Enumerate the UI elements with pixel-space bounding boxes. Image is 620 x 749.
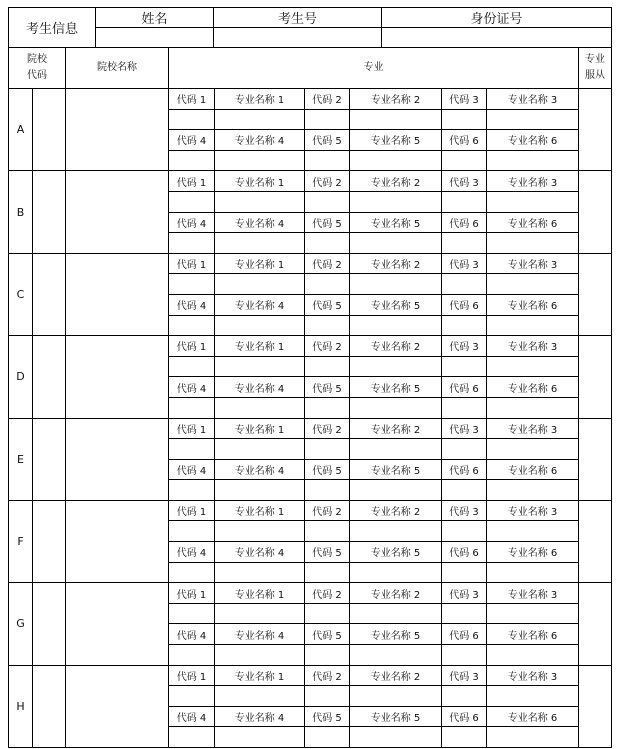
major-code-field[interactable] — [442, 521, 487, 542]
major-header: 专业 — [169, 48, 579, 89]
school-code-field[interactable] — [33, 665, 66, 747]
school-letter: E — [9, 418, 33, 500]
major-code-label: 代码 3 — [442, 418, 487, 439]
major-name-label: 专业名称 6 — [487, 542, 579, 563]
major-name-field[interactable] — [487, 439, 579, 460]
school-letter: B — [9, 171, 33, 253]
major-name-field[interactable] — [487, 315, 579, 336]
major-name-field[interactable] — [350, 521, 442, 542]
major-name-label: 专业名称 4 — [215, 706, 305, 727]
school-letter: G — [9, 583, 33, 665]
major-name-label: 专业名称 6 — [487, 130, 579, 151]
major-code-label: 代码 6 — [442, 624, 487, 645]
major-code-label: 代码 6 — [442, 459, 487, 480]
major-name-label: 专业名称 6 — [487, 459, 579, 480]
major-code-field[interactable] — [305, 562, 350, 583]
major-name-field[interactable] — [350, 191, 442, 212]
school-letter: F — [9, 500, 33, 582]
major-code-label: 代码 3 — [442, 336, 487, 357]
major-name-field[interactable] — [350, 562, 442, 583]
major-code-field[interactable] — [169, 521, 215, 542]
major-code-field[interactable] — [305, 439, 350, 460]
major-name-field[interactable] — [487, 727, 579, 748]
major-name-field[interactable] — [215, 603, 305, 624]
major-code-label: 代码 5 — [305, 542, 350, 563]
major-name-label: 专业名称 2 — [350, 583, 442, 604]
obey-adjustment-field[interactable] — [579, 336, 612, 418]
major-name-label: 专业名称 1 — [215, 336, 305, 357]
major-name-field[interactable] — [487, 686, 579, 707]
major-code-field[interactable] — [169, 686, 215, 707]
major-code-field[interactable] — [169, 562, 215, 583]
major-code-label: 代码 2 — [305, 418, 350, 439]
major-name-label: 专业名称 5 — [350, 212, 442, 233]
major-code-field[interactable] — [169, 109, 215, 130]
major-name-label: 专业名称 2 — [350, 253, 442, 274]
major-code-field[interactable] — [305, 150, 350, 171]
major-name-field[interactable] — [350, 686, 442, 707]
major-name-field[interactable] — [215, 562, 305, 583]
major-name-label: 专业名称 4 — [215, 377, 305, 398]
major-code-label: 代码 1 — [169, 665, 215, 686]
school-code-field[interactable] — [33, 418, 66, 500]
major-code-field[interactable] — [169, 480, 215, 501]
major-name-field[interactable] — [350, 397, 442, 418]
major-code-field[interactable] — [169, 315, 215, 336]
major-name-label: 专业名称 2 — [350, 171, 442, 192]
major-name-field[interactable] — [487, 150, 579, 171]
major-name-field[interactable] — [350, 315, 442, 336]
major-code-field[interactable] — [442, 274, 487, 295]
major-code-label: 代码 6 — [442, 706, 487, 727]
examinee-section-label: 考生信息 — [9, 8, 96, 48]
school-code-field[interactable] — [33, 171, 66, 253]
major-code-field[interactable] — [169, 727, 215, 748]
major-name-label: 专业名称 1 — [215, 253, 305, 274]
major-code-field[interactable] — [169, 356, 215, 377]
major-code-field[interactable] — [442, 603, 487, 624]
major-code-label: 代码 5 — [305, 212, 350, 233]
major-name-label: 专业名称 2 — [350, 89, 442, 110]
major-code-field[interactable] — [169, 439, 215, 460]
major-name-label: 专业名称 4 — [215, 212, 305, 233]
name-field[interactable] — [96, 28, 214, 48]
major-name-label: 专业名称 6 — [487, 212, 579, 233]
major-code-field[interactable] — [442, 191, 487, 212]
major-name-label: 专业名称 5 — [350, 624, 442, 645]
school-code-field[interactable] — [33, 253, 66, 335]
major-code-label: 代码 5 — [305, 624, 350, 645]
major-code-label: 代码 3 — [442, 89, 487, 110]
major-code-label: 代码 2 — [305, 89, 350, 110]
major-name-field[interactable] — [487, 274, 579, 295]
major-code-field[interactable] — [442, 727, 487, 748]
major-code-label: 代码 6 — [442, 542, 487, 563]
table-row — [9, 89, 612, 110]
major-code-label: 代码 6 — [442, 130, 487, 151]
major-name-label: 专业名称 2 — [350, 500, 442, 521]
major-code-label: 代码 2 — [305, 583, 350, 604]
major-code-field[interactable] — [442, 686, 487, 707]
major-name-field[interactable] — [350, 727, 442, 748]
major-name-label: 专业名称 6 — [487, 706, 579, 727]
school-name-field[interactable] — [66, 500, 169, 582]
major-name-label: 专业名称 5 — [350, 130, 442, 151]
exam-number-header: 考生号 — [214, 8, 382, 28]
school-letter: C — [9, 253, 33, 335]
major-code-label: 代码 6 — [442, 294, 487, 315]
major-code-field[interactable] — [169, 603, 215, 624]
major-name-field[interactable] — [215, 233, 305, 254]
table-row — [9, 253, 612, 274]
school-name-field[interactable] — [66, 665, 169, 747]
obey-adjustment-field[interactable] — [579, 171, 612, 253]
major-name-field[interactable] — [215, 150, 305, 171]
major-code-field[interactable] — [169, 645, 215, 666]
major-name-field[interactable] — [487, 521, 579, 542]
major-code-field[interactable] — [442, 150, 487, 171]
major-code-field[interactable] — [305, 191, 350, 212]
major-code-label: 代码 2 — [305, 336, 350, 357]
major-code-label: 代码 1 — [169, 89, 215, 110]
major-code-field[interactable] — [169, 191, 215, 212]
major-code-label: 代码 2 — [305, 253, 350, 274]
major-code-label: 代码 1 — [169, 418, 215, 439]
major-code-label: 代码 4 — [169, 459, 215, 480]
school-name-field[interactable] — [66, 583, 169, 665]
school-name-field[interactable] — [66, 418, 169, 500]
school-code-field[interactable] — [33, 500, 66, 582]
obey-adjustment-field[interactable] — [579, 253, 612, 335]
major-code-field[interactable] — [305, 603, 350, 624]
major-name-label: 专业名称 1 — [215, 89, 305, 110]
major-code-label: 代码 5 — [305, 294, 350, 315]
major-name-label: 专业名称 3 — [487, 500, 579, 521]
major-name-field[interactable] — [350, 109, 442, 130]
major-name-label: 专业名称 2 — [350, 418, 442, 439]
major-code-field[interactable] — [305, 356, 350, 377]
major-code-label: 代码 2 — [305, 500, 350, 521]
major-code-field[interactable] — [305, 109, 350, 130]
major-name-field[interactable] — [215, 686, 305, 707]
school-letter: D — [9, 336, 33, 418]
major-name-label: 专业名称 5 — [350, 459, 442, 480]
major-code-label: 代码 3 — [442, 171, 487, 192]
major-name-label: 专业名称 1 — [215, 500, 305, 521]
major-code-field[interactable] — [442, 233, 487, 254]
major-name-label: 专业名称 4 — [215, 542, 305, 563]
major-code-label: 代码 1 — [169, 336, 215, 357]
name-header: 姓名 — [96, 8, 214, 28]
obey-adjustment-header: 专业 服从 — [579, 48, 612, 89]
obey-adjustment-field[interactable] — [579, 89, 612, 171]
major-name-field[interactable] — [487, 356, 579, 377]
major-code-label: 代码 2 — [305, 665, 350, 686]
school-code-field[interactable] — [33, 336, 66, 418]
major-code-field[interactable] — [169, 397, 215, 418]
major-code-label: 代码 5 — [305, 377, 350, 398]
major-name-label: 专业名称 3 — [487, 89, 579, 110]
school-code-field[interactable] — [33, 583, 66, 665]
table-row — [9, 665, 612, 686]
major-code-label: 代码 3 — [442, 253, 487, 274]
obey-adjustment-field[interactable] — [579, 500, 612, 582]
major-code-field[interactable] — [305, 645, 350, 666]
major-code-label: 代码 6 — [442, 377, 487, 398]
major-code-field[interactable] — [305, 233, 350, 254]
major-code-label: 代码 1 — [169, 171, 215, 192]
major-name-field[interactable] — [215, 480, 305, 501]
major-code-field[interactable] — [169, 150, 215, 171]
major-name-label: 专业名称 1 — [215, 418, 305, 439]
major-name-field[interactable] — [215, 521, 305, 542]
major-name-field[interactable] — [350, 603, 442, 624]
major-code-field[interactable] — [305, 315, 350, 336]
major-code-label: 代码 1 — [169, 500, 215, 521]
major-name-label: 专业名称 6 — [487, 377, 579, 398]
school-name-field[interactable] — [66, 336, 169, 418]
major-name-field[interactable] — [350, 439, 442, 460]
major-name-label: 专业名称 3 — [487, 171, 579, 192]
table-row — [9, 583, 612, 604]
id-number-field[interactable] — [382, 28, 612, 48]
major-code-label: 代码 4 — [169, 212, 215, 233]
major-code-label: 代码 4 — [169, 624, 215, 645]
major-name-label: 专业名称 1 — [215, 583, 305, 604]
major-code-label: 代码 4 — [169, 706, 215, 727]
major-name-label: 专业名称 3 — [487, 418, 579, 439]
major-code-label: 代码 4 — [169, 130, 215, 151]
major-name-label: 专业名称 5 — [350, 542, 442, 563]
major-name-label: 专业名称 1 — [215, 665, 305, 686]
major-code-label: 代码 4 — [169, 294, 215, 315]
major-code-field[interactable] — [305, 727, 350, 748]
major-code-label: 代码 4 — [169, 377, 215, 398]
major-name-field[interactable] — [215, 356, 305, 377]
major-name-label: 专业名称 2 — [350, 665, 442, 686]
major-name-field[interactable] — [350, 645, 442, 666]
table-row — [9, 500, 612, 521]
major-name-label: 专业名称 4 — [215, 130, 305, 151]
major-code-field[interactable] — [305, 274, 350, 295]
major-name-label: 专业名称 5 — [350, 706, 442, 727]
major-name-field[interactable] — [215, 727, 305, 748]
school-letter: A — [9, 89, 33, 171]
major-name-field[interactable] — [350, 150, 442, 171]
major-name-label: 专业名称 1 — [215, 171, 305, 192]
major-name-field[interactable] — [215, 439, 305, 460]
major-code-label: 代码 2 — [305, 171, 350, 192]
major-code-label: 代码 3 — [442, 500, 487, 521]
major-name-label: 专业名称 5 — [350, 377, 442, 398]
major-name-label: 专业名称 3 — [487, 253, 579, 274]
major-name-field[interactable] — [350, 274, 442, 295]
obey-adjustment-field[interactable] — [579, 583, 612, 665]
obey-adjustment-field[interactable] — [579, 418, 612, 500]
major-name-field[interactable] — [215, 274, 305, 295]
major-name-field[interactable] — [350, 356, 442, 377]
major-code-label: 代码 4 — [169, 542, 215, 563]
major-name-label: 专业名称 4 — [215, 459, 305, 480]
major-name-field[interactable] — [215, 191, 305, 212]
major-name-label: 专业名称 5 — [350, 294, 442, 315]
major-code-field[interactable] — [442, 109, 487, 130]
major-name-field[interactable] — [215, 397, 305, 418]
major-name-label: 专业名称 3 — [487, 336, 579, 357]
school-name-header: 院校名称 — [66, 48, 169, 89]
major-name-field[interactable] — [487, 603, 579, 624]
application-table — [8, 47, 612, 748]
obey-adjustment-field[interactable] — [579, 665, 612, 747]
major-name-field[interactable] — [350, 233, 442, 254]
major-name-label: 专业名称 6 — [487, 294, 579, 315]
major-code-label: 代码 3 — [442, 583, 487, 604]
major-code-label: 代码 5 — [305, 459, 350, 480]
major-code-field[interactable] — [442, 439, 487, 460]
major-code-field[interactable] — [169, 233, 215, 254]
school-name-field[interactable] — [66, 253, 169, 335]
major-code-field[interactable] — [442, 480, 487, 501]
major-name-label: 专业名称 4 — [215, 294, 305, 315]
table-row — [9, 418, 612, 439]
major-code-field[interactable] — [305, 480, 350, 501]
major-code-label: 代码 5 — [305, 706, 350, 727]
school-letter: H — [9, 665, 33, 747]
table-row — [9, 336, 612, 357]
major-name-field[interactable] — [487, 233, 579, 254]
exam-number-field[interactable] — [214, 28, 382, 48]
major-code-label: 代码 5 — [305, 130, 350, 151]
id-number-header: 身份证号 — [382, 8, 612, 28]
major-code-field[interactable] — [442, 397, 487, 418]
major-name-field[interactable] — [350, 480, 442, 501]
major-code-field[interactable] — [305, 521, 350, 542]
major-code-field[interactable] — [169, 274, 215, 295]
major-name-label: 专业名称 3 — [487, 665, 579, 686]
major-name-field[interactable] — [487, 397, 579, 418]
major-code-label: 代码 1 — [169, 583, 215, 604]
major-name-field[interactable] — [487, 562, 579, 583]
major-name-label: 专业名称 2 — [350, 336, 442, 357]
major-code-field[interactable] — [442, 315, 487, 336]
school-code-header: 院校 代码 — [9, 48, 66, 89]
table-row — [9, 171, 612, 192]
major-name-field[interactable] — [487, 480, 579, 501]
major-code-field[interactable] — [305, 686, 350, 707]
major-name-field[interactable] — [487, 191, 579, 212]
school-name-field[interactable] — [66, 89, 169, 171]
major-name-field[interactable] — [487, 645, 579, 666]
major-name-field[interactable] — [215, 109, 305, 130]
major-name-field[interactable] — [487, 109, 579, 130]
major-name-label: 专业名称 4 — [215, 624, 305, 645]
major-name-field[interactable] — [215, 645, 305, 666]
school-code-field[interactable] — [33, 89, 66, 171]
major-code-field[interactable] — [442, 356, 487, 377]
major-code-field[interactable] — [442, 562, 487, 583]
major-code-label: 代码 1 — [169, 253, 215, 274]
examinee-info-table — [8, 7, 612, 48]
major-code-label: 代码 6 — [442, 212, 487, 233]
major-name-field[interactable] — [215, 315, 305, 336]
major-name-label: 专业名称 6 — [487, 624, 579, 645]
major-code-field[interactable] — [305, 397, 350, 418]
major-code-label: 代码 3 — [442, 665, 487, 686]
major-name-label: 专业名称 3 — [487, 583, 579, 604]
major-code-field[interactable] — [442, 645, 487, 666]
school-name-field[interactable] — [66, 171, 169, 253]
